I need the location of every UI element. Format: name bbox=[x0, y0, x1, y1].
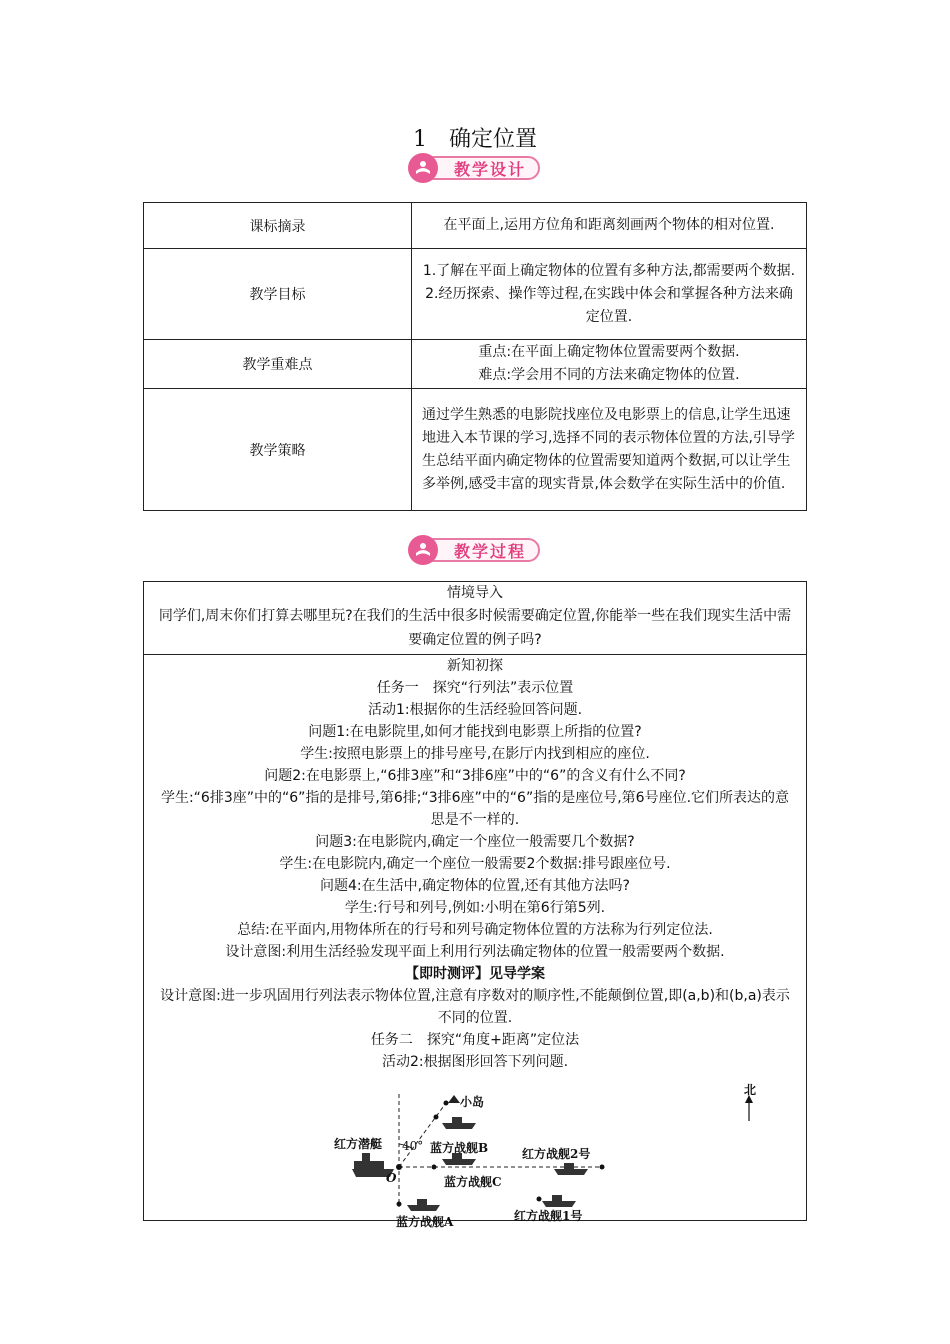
lesson-number: 1 bbox=[412, 127, 427, 152]
design-banner-label: 教学设计 bbox=[453, 160, 526, 179]
row-line: 2.经历探索、操作等过程,在实践中体会和掌握各种方法来确定位置. bbox=[425, 285, 793, 325]
intro-section bbox=[144, 582, 806, 655]
question-line: 问题4:在生活中,确定物体的位置,还有其他方法吗? bbox=[320, 878, 630, 894]
island-icon bbox=[448, 1095, 460, 1103]
table-row bbox=[144, 203, 807, 249]
row-value bbox=[412, 340, 807, 389]
position-figure bbox=[334, 1083, 757, 1229]
section-heading: 情境导入 bbox=[447, 585, 503, 601]
row-key: 教学策略 bbox=[144, 389, 412, 511]
design-table bbox=[143, 202, 807, 511]
answer-line: 学生:“6排3座”中的“6”指的是排号,第6排;“3排6座”中的“6”指的是座位号,第6号座位.它们所表达的意思是不一样的. bbox=[160, 790, 790, 828]
row-line: 难点:学会用不同的方法来确定物体的位置. bbox=[478, 367, 740, 383]
row-value bbox=[412, 249, 807, 340]
blue-c-label: 蓝方战舰C bbox=[444, 1175, 502, 1189]
table-row bbox=[144, 340, 807, 389]
design-banner bbox=[408, 153, 544, 183]
row-value: 通过学生熟悉的电影院找座位及电影票上的信息,让学生迅速地进入本节课的学习,选择不同的表示物体位置的方法,引导学生总结平面内确定物体的位置需要知道两个数据,可以让学生多举例,感受丰富的现实背景,体会数学在实际生活中的价值. bbox=[412, 389, 807, 511]
activity-line: 活动2:根据图形回答下列问题. bbox=[381, 1054, 569, 1070]
explore-section bbox=[144, 655, 806, 1073]
north-label: 北 bbox=[744, 1083, 757, 1097]
quiz-line: 【即时测评】见导学案 bbox=[405, 966, 545, 982]
activity-line: 活动1:根据你的生活经验回答问题. bbox=[367, 702, 583, 718]
table-row bbox=[144, 389, 807, 511]
process-banner bbox=[408, 535, 544, 565]
row-value: 在平面上,运用方位角和距离刻画两个物体的相对位置. bbox=[412, 203, 807, 249]
row-line: 重点:在平面上确定物体位置需要两个数据. bbox=[478, 344, 740, 360]
intro-text: 同学们,周末你们打算去哪里玩?在我们的生活中很多时候需要确定位置,你能举一些在我们现实生活中需要确定位置的例子吗? bbox=[158, 608, 792, 648]
island-label: 小岛 bbox=[460, 1095, 485, 1109]
row-key: 教学重难点 bbox=[144, 340, 412, 389]
lesson-title: 确定位置 bbox=[448, 127, 537, 152]
section-heading: 新知初探 bbox=[447, 658, 503, 674]
book-icon bbox=[408, 153, 438, 183]
blue-a-label: 蓝方战舰A bbox=[396, 1215, 454, 1229]
row-key: 课标摘录 bbox=[144, 203, 412, 249]
angle-label: 40° bbox=[402, 1139, 424, 1153]
question-line: 问题1:在电影院里,如何才能找到电影票上所指的位置? bbox=[308, 724, 642, 740]
task-heading: 任务二 探究“角度+距离”定位法 bbox=[370, 1032, 580, 1048]
blue-b-label: 蓝方战舰B bbox=[430, 1141, 489, 1155]
answer-line: 学生:按照电影票上的排号座号,在影厅内找到相应的座位. bbox=[300, 746, 650, 762]
intent-line: 设计意图:进一步巩固用行列法表示物体位置,注意有序数对的顺序性,不能颠倒位置,即(a,b)和(b,a)表示不同的位置. bbox=[160, 988, 790, 1026]
row-line: 1.了解在平面上确定物体的位置有多种方法,都需要两个数据. bbox=[422, 262, 796, 279]
table-row bbox=[144, 249, 807, 340]
red-1-label: 红方战舰1号 bbox=[514, 1209, 583, 1223]
book-icon bbox=[408, 535, 438, 565]
process-box bbox=[143, 581, 807, 1229]
answer-line: 学生:在电影院内,确定一个座位一般需要2个数据:排号跟座位号. bbox=[279, 856, 671, 872]
origin-label: O bbox=[386, 1171, 397, 1185]
red-2-label: 红方战舰2号 bbox=[522, 1147, 591, 1161]
answer-line: 学生:行号和列号,例如:小明在第6行第5列. bbox=[344, 900, 606, 916]
intent-line: 设计意图:利用生活经验发现平面上利用行列法确定物体的位置一般需要两个数据. bbox=[225, 944, 725, 960]
red-sub-label: 红方潜艇 bbox=[334, 1137, 383, 1151]
row-key: 教学目标 bbox=[144, 249, 412, 340]
summary-line: 总结:在平面内,用物体所在的行号和列号确定物体位置的方法称为行列定位法. bbox=[237, 922, 713, 938]
question-line: 问题3:在电影院内,确定一个座位一般需要几个数据? bbox=[315, 834, 635, 850]
question-line: 问题2:在电影票上,“6排3座”和“3排6座”中的“6”的含义有什么不同? bbox=[264, 768, 686, 784]
process-banner-label: 教学过程 bbox=[453, 542, 526, 561]
task-heading: 任务一 探究“行列法”表示位置 bbox=[376, 680, 574, 696]
page-title bbox=[0, 122, 950, 153]
